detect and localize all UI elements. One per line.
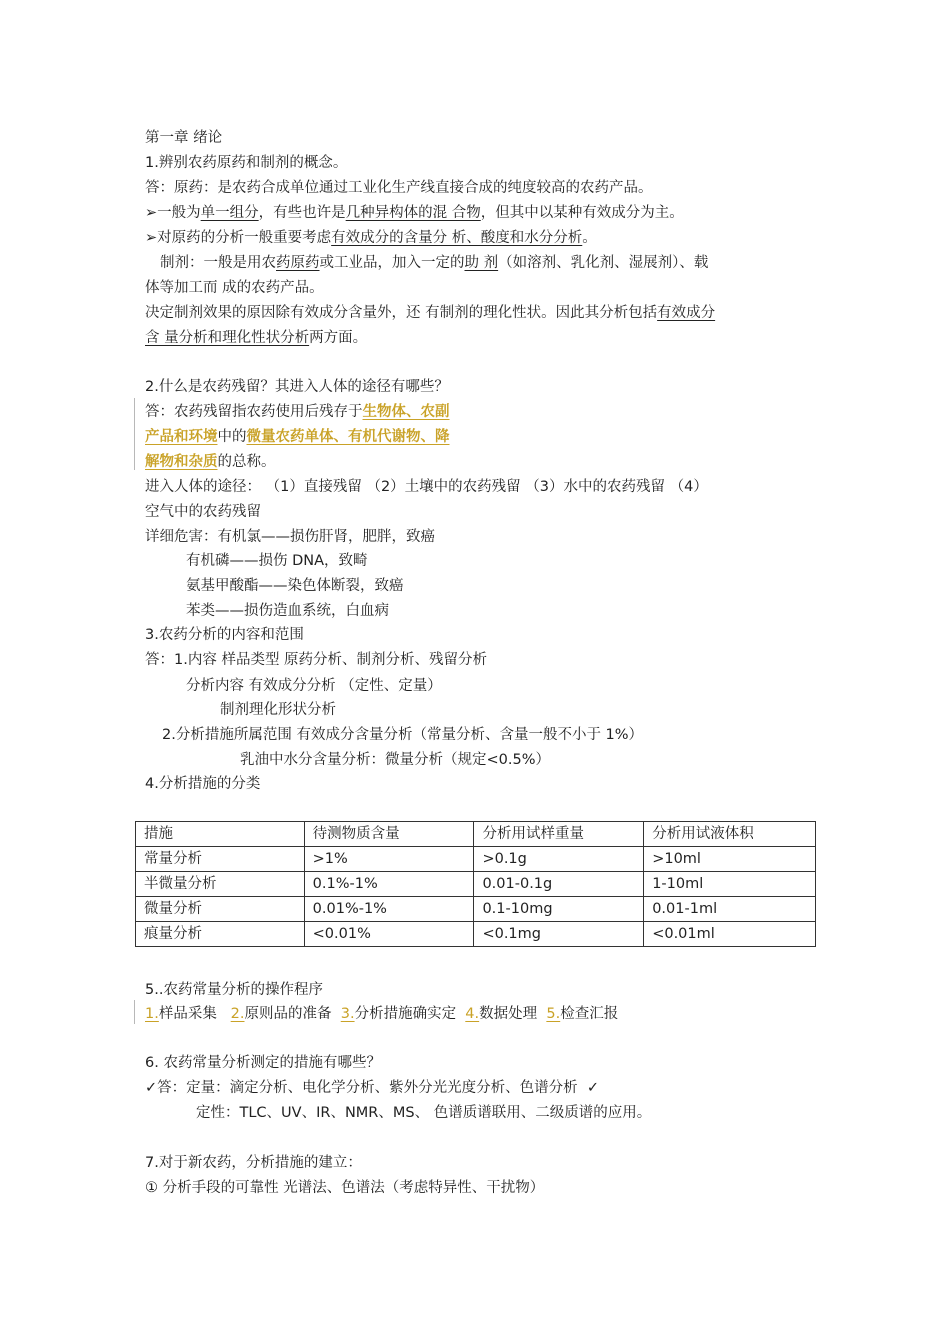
q2-definition-line1: [145, 402, 450, 422]
table-header-cell: 分析用试液体积: [644, 822, 816, 847]
text-run: 答：定量：滴定分析、电化学分析、紫外分光光度分析、色谱分析: [157, 1080, 578, 1096]
q1-bullet-2: [145, 228, 597, 248]
q4-question: 4.分析措施的分类: [145, 776, 261, 792]
q2-harm-line4: 苯类——损伤造血系统，白血病: [186, 603, 389, 619]
table-cell: 微量分析: [136, 897, 305, 922]
table-cell: 1-10ml: [644, 872, 816, 897]
table-cell: 0.01%-1%: [304, 897, 474, 922]
q6-question: 6. 农药常量分析测定的措施有哪些？: [145, 1055, 381, 1071]
underlined-text: 有效成分的含量分 析、酸度和水分分析: [331, 230, 583, 246]
table-row: [136, 847, 816, 872]
q7-line1: ① 分析手段的可靠性 光谱法、色谱法（考虑特异性、干扰物）: [145, 1180, 545, 1196]
table-row: [136, 897, 816, 922]
text-run: 或工业品，加入一定的: [319, 255, 465, 271]
chapter-title: 第一章 绪论: [145, 130, 223, 146]
table-cell: <0.01%: [304, 922, 474, 947]
table-cell: 半微量分析: [136, 872, 305, 897]
step-number: 3.: [340, 1006, 355, 1022]
step-label: 样品采集: [158, 1006, 217, 1022]
table-cell: 0.01-0.1g: [474, 872, 644, 897]
text-run: 的总称。: [217, 454, 276, 470]
highlighted-text: 生物体、农副: [362, 404, 450, 420]
text-run: 对原药的分析一般重要考虑: [157, 230, 332, 246]
table-header-row: [136, 822, 816, 847]
table-cell: >1%: [304, 847, 474, 872]
text-run: ，有些也许是: [258, 205, 346, 221]
q3-line1: 答：1.内容 样品类型 原药分析、制剂分析、残留分析: [145, 652, 488, 668]
table-cell: >0.1g: [474, 847, 644, 872]
text-run: 两方面。: [309, 330, 368, 346]
highlighted-text: 微量农药单体、有机代谢物、降: [246, 429, 450, 445]
highlighted-text: 产品和环境: [145, 429, 218, 445]
highlighted-text: 解物和杂质: [145, 454, 218, 470]
underlined-text: 含 量分析和理化性状分析: [145, 330, 310, 346]
table-row: [136, 872, 816, 897]
q3-line2: 分析内容 有效成分分析 （定性、定量）: [186, 678, 442, 694]
underlined-text: 单一组分: [200, 205, 259, 221]
table-cell: 0.1-10mg: [474, 897, 644, 922]
underlined-text: 助 剂: [464, 255, 499, 271]
text-run: 一般为: [157, 205, 201, 221]
text-run: 答：农药残留指农药使用后残存于: [145, 404, 363, 420]
table-header-cell: 待测物质含量: [304, 822, 474, 847]
q7-question: 7.对于新农药，分析措施的建立：: [145, 1155, 362, 1171]
text-run: 中的: [217, 429, 247, 445]
step-label: 原则品的准备: [244, 1006, 332, 1022]
bullet-arrow-icon: ➢: [145, 230, 158, 246]
q2-routes-line1: 进入人体的途径： （1）直接残留 （2）土壤中的农药残留 （3）水中的农药残留 （4）: [145, 479, 708, 495]
q3-question: 3.农药分析的内容和范围: [145, 627, 304, 643]
underlined-text: 有效成分: [657, 305, 716, 321]
table-cell: 0.1%-1%: [304, 872, 474, 897]
text-run: ，但其中以某种有效成分为主。: [480, 205, 684, 221]
analysis-method-table: [135, 821, 816, 947]
q1-answer-line: 答：原药：是农药合成单位通过工业化生产线直接合成的纯度较高的农药产品。: [145, 180, 653, 196]
q6-line2: 定性：TLC、UV、IR、NMR、MS、 色谱质谱联用、二级质谱的应用。: [196, 1105, 652, 1121]
q1-decide-line2: [145, 328, 367, 348]
table-header-cell: 措施: [136, 822, 305, 847]
q5-question: 5..农药常量分析的操作程序: [145, 982, 323, 998]
text-run: （如溶剂、乳化剂、湿展剂）、载: [498, 255, 709, 271]
text-run: 制剂：一般是用农: [160, 255, 276, 271]
q3-line5: 乳油中水分含量分析：微量分析（规定<0.5%）: [240, 752, 550, 768]
underlined-text: 几种异构体的混 合物: [345, 205, 481, 221]
table-cell: 痕量分析: [136, 922, 305, 947]
table-cell: 0.01-1ml: [644, 897, 816, 922]
table-cell: <0.1mg: [474, 922, 644, 947]
revision-bar: [134, 1000, 135, 1024]
q6-line1: [145, 1078, 599, 1098]
step-number: 2.: [230, 1006, 245, 1022]
q2-harm-line2: 有机磷——损伤 DNA，致畸: [186, 553, 368, 569]
table-header-cell: 分析用试样重量: [474, 822, 644, 847]
step-number: 1.: [145, 1006, 159, 1022]
q1-question: 1.辨别农药原药和制剂的概念。: [145, 155, 348, 171]
table-row: [136, 922, 816, 947]
q5-steps: [145, 1004, 618, 1024]
checkmark-icon: ✓: [586, 1080, 600, 1096]
table-cell: 常量分析: [136, 847, 305, 872]
step-label: 检查汇报: [560, 1006, 619, 1022]
text-run: 。: [582, 230, 597, 246]
bullet-arrow-icon: ➢: [145, 205, 158, 221]
table-cell: <0.01ml: [644, 922, 816, 947]
q1-formulation-line1: [160, 253, 708, 273]
step-label: 数据处理: [479, 1006, 538, 1022]
q3-line4: 2.分析措施所属范围 有效成分含量分析（常量分析、含量一般不小于 1%）: [162, 727, 644, 743]
step-number: 5.: [546, 1006, 561, 1022]
table-cell: >10ml: [644, 847, 816, 872]
q2-harm-line1: 详细危害：有机氯——损伤肝肾，肥胖，致癌: [145, 529, 435, 545]
q1-decide-line1: [145, 303, 715, 323]
step-label: 分析措施确实定: [354, 1006, 457, 1022]
q1-bullet-1: [145, 203, 684, 223]
q2-definition-line2: [145, 427, 450, 447]
q2-routes-line2: 空气中的农药残留: [145, 504, 261, 520]
text-run: 决定制剂效果的原因除有效成分含量外，还 有制剂的理化性状。因此其分析包括: [145, 305, 658, 321]
q2-harm-line3: 氨基甲酸酯——染色体断裂，致癌: [186, 578, 404, 594]
q3-line3: 制剂理化形状分析: [220, 702, 336, 718]
revision-bar: [134, 398, 135, 470]
q2-definition-line3: [145, 452, 276, 472]
q1-formulation-line2: 体等加工而 成的农药产品。: [145, 280, 324, 296]
checkmark-icon: ✓: [145, 1080, 158, 1096]
q2-question: 2.什么是农药残留？其进入人体的途径有哪些？: [145, 379, 449, 395]
step-number: 4.: [465, 1006, 480, 1022]
underlined-text: 药原药: [276, 255, 320, 271]
